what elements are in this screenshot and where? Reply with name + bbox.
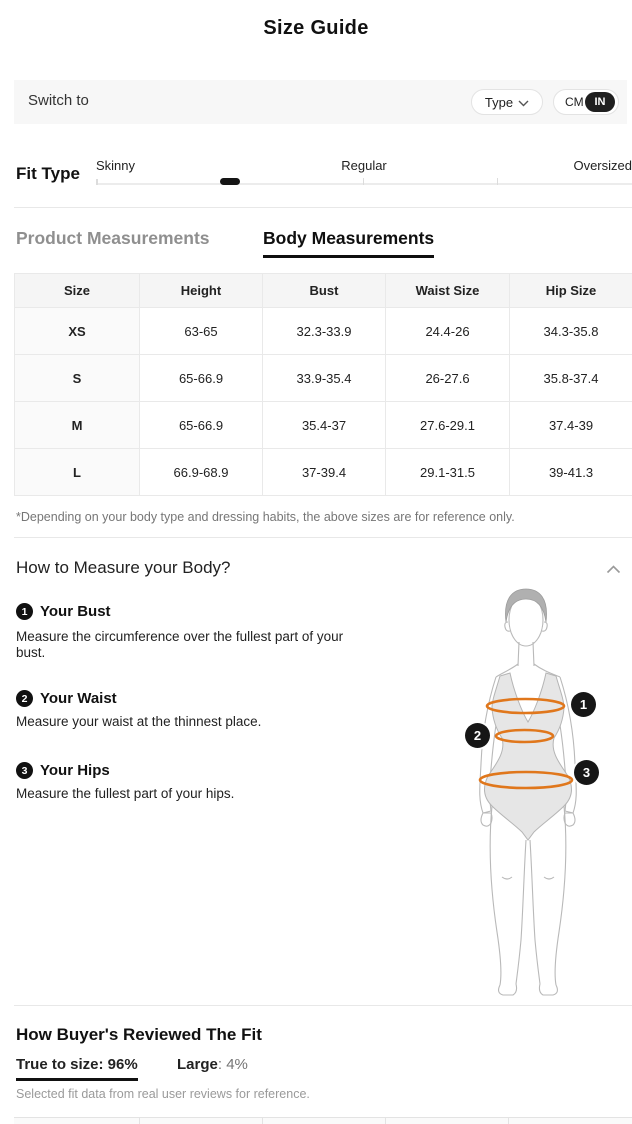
table-row — [15, 402, 632, 449]
partial-next-table-top — [14, 1117, 632, 1124]
unit-in-option-selected[interactable]: IN — [585, 92, 615, 112]
body-measurement-figure — [440, 580, 632, 1000]
table-cell: 39-41.3 — [510, 449, 632, 496]
fit-stat-true-to-size — [16, 1056, 138, 1081]
fit-stat-value: : 4% — [217, 1056, 248, 1073]
how-to-measure-heading: How to Measure your Body? — [16, 558, 231, 577]
switch-to-bar — [14, 80, 627, 124]
measure-item-title: Your Hips — [40, 762, 110, 779]
table-cell: 24.4-26 — [386, 308, 510, 355]
fit-option-oversized: Oversized — [573, 158, 632, 173]
table-row — [15, 355, 632, 402]
measure-item-desc: Measure your waist at the thinnest place. — [16, 714, 262, 729]
scale-tick — [363, 178, 364, 185]
figure-badge-hips: 3 — [574, 760, 599, 785]
table-header-row — [15, 274, 632, 308]
buyer-review-heading: How Buyer's Reviewed The Fit — [16, 1025, 262, 1044]
measure-item-desc: Measure the circumference over the fullest part of your bust. — [16, 629, 344, 660]
switch-to-label: Switch to — [28, 92, 89, 109]
step-1-badge: 1 — [16, 603, 33, 620]
review-note: Selected fit data from real user reviews for reference. — [16, 1087, 310, 1101]
divider — [14, 1005, 632, 1006]
chevron-down-icon — [518, 95, 529, 110]
partial-table-divider — [508, 1118, 509, 1124]
column-header: Bust — [263, 274, 386, 308]
step-3-badge: 3 — [16, 762, 33, 779]
fit-type-marker — [220, 178, 240, 185]
fit-stat-label: Large — [177, 1056, 218, 1073]
measure-item-waist — [16, 690, 117, 707]
scale-tick — [497, 178, 498, 185]
table-footnote: *Depending on your body type and dressing habits, the above sizes are for reference only. — [16, 510, 515, 524]
divider — [14, 207, 632, 208]
size-cell: L — [15, 449, 140, 496]
unit-toggle[interactable] — [553, 89, 619, 115]
table-cell: 65-66.9 — [140, 355, 263, 402]
table-cell: 26-27.6 — [386, 355, 510, 402]
size-table — [14, 273, 632, 496]
column-header: Size — [15, 274, 140, 308]
figure-badge-bust: 1 — [571, 692, 596, 717]
female-body-illustration — [440, 580, 632, 1000]
measure-item-desc: Measure the fullest part of your hips. — [16, 786, 235, 801]
how-to-measure-section-toggle[interactable] — [0, 556, 632, 580]
table-cell: 34.3-35.8 — [510, 308, 632, 355]
table-cell: 66.9-68.9 — [140, 449, 263, 496]
size-cell: S — [15, 355, 140, 402]
measure-item-hips — [16, 762, 110, 779]
fit-option-regular: Regular — [341, 158, 387, 173]
column-header: Hip Size — [510, 274, 632, 308]
tab-product-measurements[interactable]: Product Measurements — [16, 228, 210, 248]
fit-option-skinny: Skinny — [96, 158, 136, 173]
table-cell: 63-65 — [140, 308, 263, 355]
fit-type-scale — [96, 183, 632, 185]
table-cell: 27.6-29.1 — [386, 402, 510, 449]
partial-table-divider — [385, 1118, 386, 1124]
measure-item-title: Your Bust — [40, 603, 111, 620]
table-cell: 29.1-31.5 — [386, 449, 510, 496]
tab-body-measurements[interactable]: Body Measurements — [263, 228, 434, 258]
table-cell: 37-39.4 — [263, 449, 386, 496]
table-row — [15, 308, 632, 355]
type-dropdown-label: Type — [484, 94, 514, 110]
measure-item-bust — [16, 603, 111, 620]
column-header: Height — [140, 274, 263, 308]
fit-stat-large — [177, 1056, 248, 1073]
table-row — [15, 449, 632, 496]
figure-badge-waist: 2 — [465, 723, 490, 748]
table-cell: 33.9-35.4 — [263, 355, 386, 402]
partial-table-divider — [139, 1118, 140, 1124]
type-dropdown-button[interactable] — [471, 89, 543, 115]
table-cell: 65-66.9 — [140, 402, 263, 449]
fit-type-label: Fit Type — [16, 164, 80, 183]
scale-tick — [96, 179, 98, 185]
table-cell: 32.3-33.9 — [263, 308, 386, 355]
page-title: Size Guide — [263, 17, 369, 39]
chevron-up-icon[interactable] — [606, 561, 621, 579]
table-cell: 35.8-37.4 — [510, 355, 632, 402]
unit-cm-option[interactable]: CM — [565, 95, 584, 109]
fit-stat-text: True to size: 96% — [16, 1056, 138, 1073]
column-header: Waist Size — [386, 274, 510, 308]
divider — [14, 537, 632, 538]
size-cell: XS — [15, 308, 140, 355]
size-cell: M — [15, 402, 140, 449]
table-cell: 37.4-39 — [510, 402, 632, 449]
partial-table-divider — [262, 1118, 263, 1124]
step-2-badge: 2 — [16, 690, 33, 707]
measure-item-title: Your Waist — [40, 690, 117, 707]
table-cell: 35.4-37 — [263, 402, 386, 449]
